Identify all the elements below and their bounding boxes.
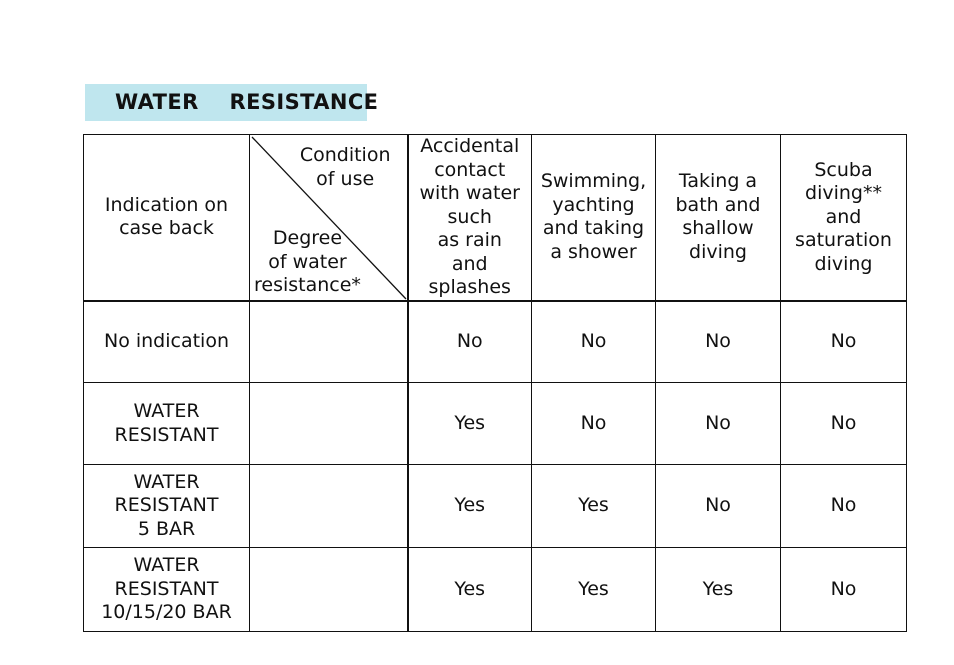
row-value: Yes <box>702 577 734 600</box>
row-value: Yes <box>454 494 486 517</box>
row-value-cell <box>656 465 781 548</box>
table-row <box>84 383 907 465</box>
row-indication-cell <box>84 383 250 465</box>
row-indication-label: WATER RESISTANT 5 BAR <box>114 470 219 540</box>
header-degree-label: Degree of water resistance* <box>254 227 361 296</box>
header-column-label: Swimming, yachting and taking a shower <box>540 170 647 263</box>
row-value-cell <box>781 301 907 383</box>
row-value-cell <box>408 465 532 548</box>
header-column-1 <box>532 135 656 301</box>
row-degree-cell <box>250 548 408 632</box>
row-value: Yes <box>454 577 486 600</box>
row-value: No <box>705 411 731 434</box>
row-value: Yes <box>454 411 486 434</box>
table-row <box>84 548 907 632</box>
row-value: No <box>705 494 731 517</box>
row-value-cell <box>408 383 532 465</box>
row-value-cell <box>532 383 656 465</box>
row-value-cell <box>656 301 781 383</box>
header-column-label: Taking a bath and shallow diving <box>675 170 761 263</box>
row-indication-cell <box>84 548 250 632</box>
row-value: No <box>705 330 731 352</box>
water-resistance-table <box>83 134 907 632</box>
row-value-cell <box>408 548 532 632</box>
row-value-cell <box>781 383 907 465</box>
header-column-label: Scuba diving** and saturation diving <box>795 158 892 275</box>
table-header-row <box>84 135 907 301</box>
row-value-cell <box>532 465 656 548</box>
header-indication-label: Indication on case back <box>104 193 229 240</box>
row-value-cell <box>781 465 907 548</box>
row-value: Yes <box>578 577 609 600</box>
header-indication-cell <box>84 135 250 301</box>
row-value-cell <box>781 548 907 632</box>
row-indication-label: WATER RESISTANT 10/15/20 BAR <box>101 554 232 624</box>
row-indication-label: WATER RESISTANT <box>114 400 219 446</box>
header-column-0 <box>408 135 532 301</box>
header-column-3 <box>781 135 907 301</box>
table-row <box>84 465 907 548</box>
header-condition-label: Condition of use <box>299 144 391 190</box>
row-value-cell <box>408 301 532 383</box>
row-indication-cell <box>84 465 250 548</box>
header-diagonal-cell <box>250 135 408 301</box>
row-value: No <box>830 411 857 434</box>
table-row <box>84 301 907 383</box>
row-value: No <box>830 577 857 600</box>
section-title: WATER RESISTANCE <box>115 90 379 114</box>
row-value: No <box>830 330 857 352</box>
header-column-2 <box>656 135 781 301</box>
section-title-banner <box>85 84 379 121</box>
row-degree-cell <box>250 383 408 465</box>
row-value: No <box>456 330 483 352</box>
row-value: No <box>830 494 857 517</box>
row-value: No <box>580 411 607 434</box>
row-value-cell <box>532 548 656 632</box>
row-value-cell <box>532 301 656 383</box>
row-value: No <box>580 330 607 352</box>
row-degree-cell <box>250 301 408 383</box>
row-value: Yes <box>578 494 609 517</box>
header-column-label: Accidental contact with water such as rain and splashes <box>419 135 520 298</box>
row-degree-cell <box>250 465 408 548</box>
row-indication-label: No indication <box>103 330 230 352</box>
row-value-cell <box>656 383 781 465</box>
row-value-cell <box>656 548 781 632</box>
row-indication-cell <box>84 301 250 383</box>
